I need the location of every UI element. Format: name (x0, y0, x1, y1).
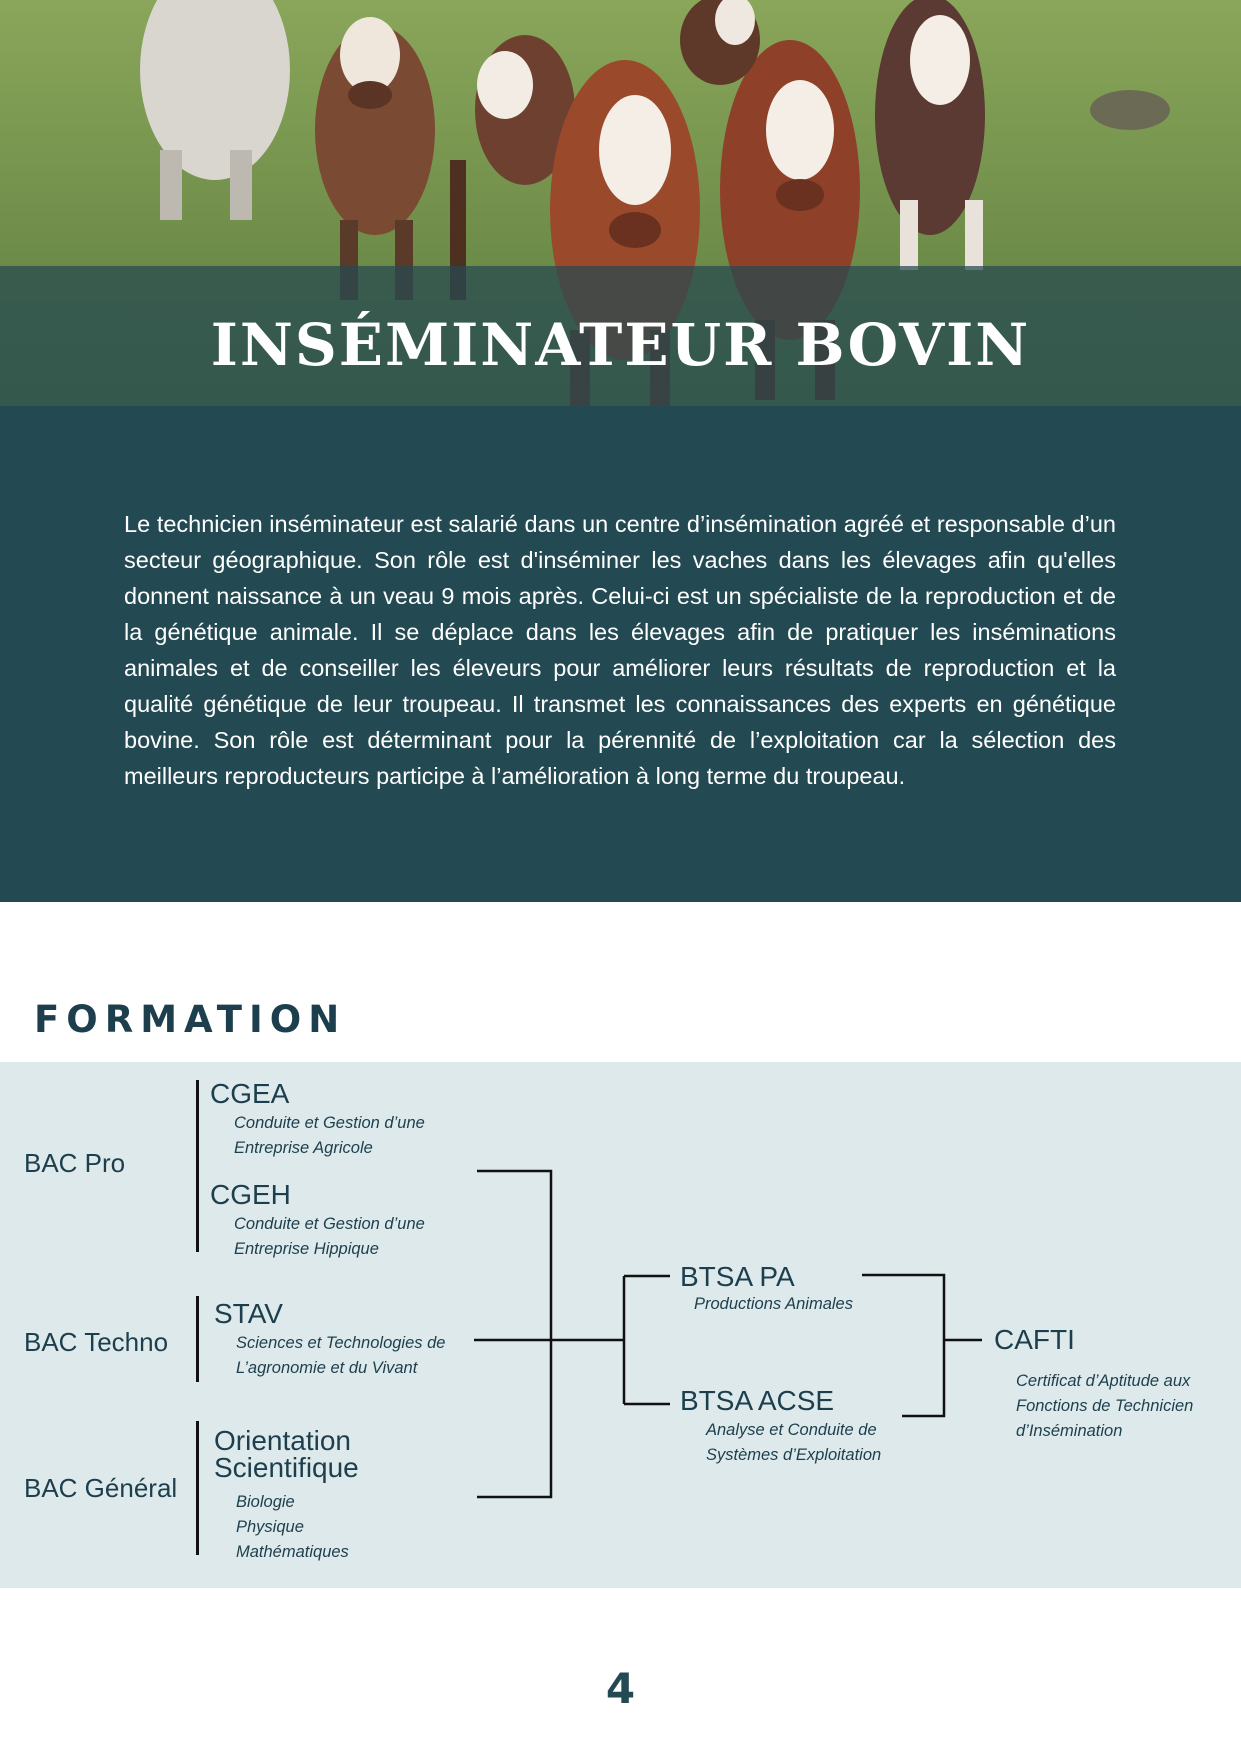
btsa-acse-name: BTSA ACSE (680, 1385, 835, 1416)
orientation-name-line: Scientifique (214, 1452, 359, 1483)
bac-general-label: BAC Général (24, 1473, 178, 1503)
orientation-name-line: Orientation (214, 1425, 351, 1456)
cafti-desc-line: Fonctions de Technicien (1016, 1397, 1194, 1415)
btsa-pa-name: BTSA PA (680, 1261, 795, 1292)
stav-desc-line: Sciences et Technologies de (236, 1334, 446, 1352)
cgea-desc-line: Entreprise Agricole (234, 1139, 373, 1157)
cgeh-desc-line: Conduite et Gestion d’une (234, 1215, 425, 1233)
formation-title: FORMATION (34, 998, 347, 1041)
btsa-acse-desc-line: Systèmes d’Exploitation (706, 1446, 882, 1464)
intro-block (0, 406, 1241, 902)
cafti-desc-line: Certificat d’Aptitude aux (1016, 1372, 1191, 1390)
cafti-name: CAFTI (994, 1324, 1075, 1355)
cgeh-name: CGEH (210, 1179, 291, 1210)
orientation-subject: Physique (236, 1518, 304, 1536)
orientation-subject: Mathématiques (236, 1543, 349, 1561)
page-number: 4 (605, 1664, 636, 1713)
btsa-acse-desc-line: Analyse et Conduite de (706, 1421, 877, 1439)
hero-banner (0, 0, 1241, 406)
cgea-name: CGEA (210, 1078, 290, 1109)
intro-text: Le technicien inséminateur est salarié dans un centre d’insémination agréé et responsable d’un secteur géographique. Son rôle est d'inséminer les vaches dans les élevages afin qu'elles donnent naissance à un veau 9 mois après. Celui-ci est un spécialiste de la reproduction et de la génétique animale. Il se déplace dans les élevages afin de pratiquer les inséminations animales et de conseiller les éleveurs pour améliorer leurs résultats de reproduction et la qualité génétique de leur troupeau. Il transmet les connaissances des experts en génétique bovine. Son rôle est déterminant pour la pérennité de l’exploitation car la sélection des meilleurs reproducteurs participe à l’amélioration à long terme du troupeau. (124, 511, 1116, 789)
page-title: INSÉMINATEUR BOVIN (210, 311, 1031, 379)
stav-desc-line: L’agronomie et du Vivant (236, 1359, 418, 1377)
bac-pro-label: BAC Pro (24, 1148, 126, 1178)
stav-name: STAV (214, 1298, 283, 1329)
btsa-pa-desc: Productions Animales (694, 1295, 853, 1313)
cgeh-desc-line: Entreprise Hippique (234, 1240, 379, 1258)
formation-panel (0, 1062, 1241, 1588)
bac-techno-label: BAC Techno (24, 1327, 169, 1357)
cafti-desc-line: d’Insémination (1016, 1422, 1123, 1440)
orientation-subject: Biologie (236, 1493, 295, 1511)
cgea-desc-line: Conduite et Gestion d’une (234, 1114, 425, 1132)
